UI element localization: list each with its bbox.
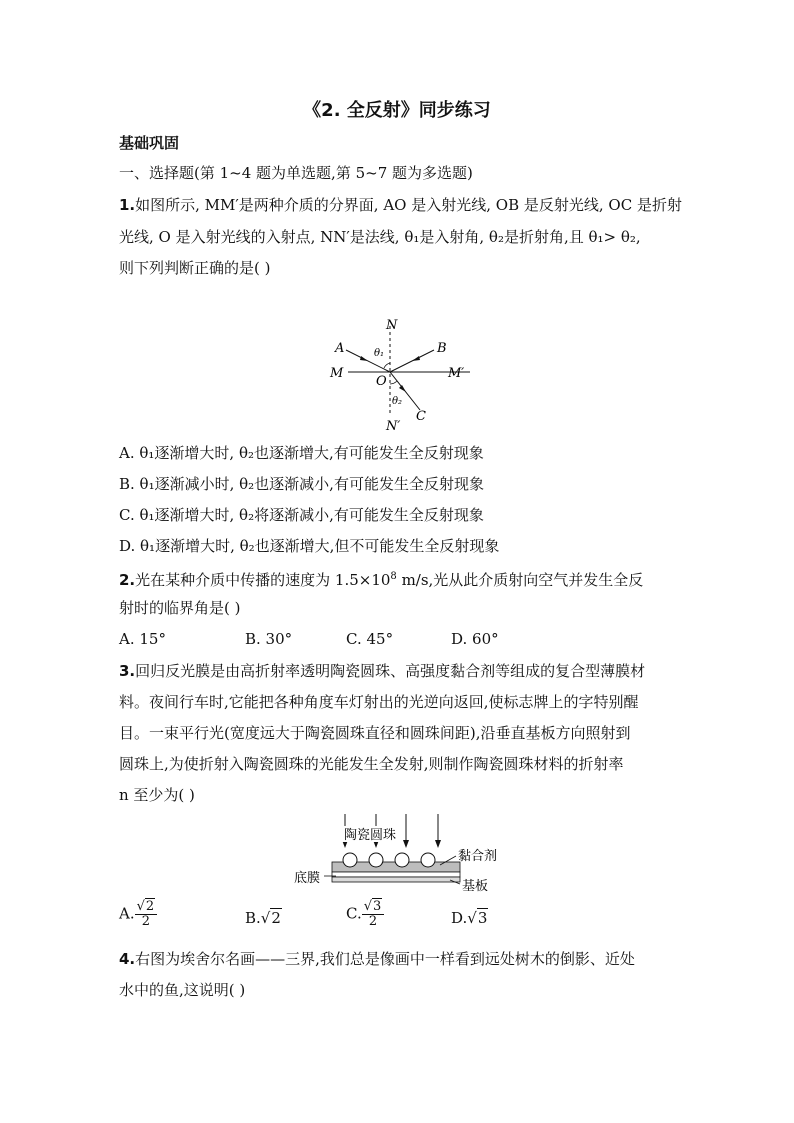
q1-text-line3: 则下列判断正确的是( )	[119, 259, 271, 277]
q1-line1	[119, 195, 682, 215]
q3-text-line5: n 至少为( )	[119, 786, 195, 804]
label-substrate: 基板	[462, 879, 489, 894]
theta2-arc	[390, 381, 397, 384]
q3-option-a-fraction: $\frac{√2}{2}$	[135, 900, 158, 929]
q4-text-line2: 水中的鱼,这说明( )	[119, 981, 246, 999]
label-C: C	[416, 409, 426, 424]
q3-option-d[interactable]	[451, 908, 488, 928]
refracted-arrow	[399, 385, 406, 392]
label-theta1: θ₁	[374, 348, 385, 359]
bottom-film	[332, 872, 460, 877]
q3-option-d-radical: √3	[467, 909, 488, 927]
q3-text-line4: 圆珠上,为使折射入陶瓷圆珠的光能发生全发射,则制作陶瓷圆珠材料的折射率	[119, 755, 624, 773]
q3-text-line3: 目。一束平行光(宽度远大于陶瓷圆珠直径和圆珠间距),沿垂直基板方向照射到	[119, 724, 631, 742]
q3-text-line2: 料。夜间行车时,它能把各种角度车灯射出的光逆向返回,使标志牌上的字特别醒	[119, 693, 639, 711]
q1-option-b[interactable]: B. θ₁逐渐减小时, θ₂也逐渐减小,有可能发生全反射现象	[119, 475, 484, 493]
q3-option-c-fraction: $\frac{√3}{2}$	[362, 900, 385, 929]
q1-option-a[interactable]: A. θ₁逐渐增大时, θ₂也逐渐增大,有可能发生全反射现象	[119, 444, 484, 462]
q3-option-b-letter: B.	[245, 909, 261, 927]
q4-number: 4.	[119, 950, 136, 968]
q1-text-line1: 如图所示, MM′是两种介质的分界面, AO 是入射光线, OB 是反射光线, OC 是折射	[135, 196, 682, 214]
theta1-arc	[384, 363, 390, 368]
q3-line1	[119, 661, 645, 681]
q2-number: 2.	[119, 571, 136, 589]
refraction-diagram	[320, 312, 480, 434]
q3-number: 3.	[119, 662, 136, 680]
label-M: M	[330, 366, 344, 381]
q1-option-d[interactable]: D. θ₁逐渐增大时, θ₂也逐渐增大,但不可能发生全反射现象	[119, 537, 500, 555]
part-heading: 一、选择题(第 1~4 题为单选题,第 5~7 题为多选题)	[119, 164, 473, 182]
q2-option-d[interactable]: D. 60°	[451, 630, 499, 648]
q3-option-a[interactable]	[119, 900, 157, 936]
label-bottom-film: 底膜	[294, 871, 321, 886]
q3-option-c-letter: C.	[346, 904, 362, 923]
page-title: 《2. 全反射》同步练习	[303, 100, 491, 121]
q3-option-d-letter: D.	[451, 909, 468, 927]
q2-option-b[interactable]: B. 30°	[245, 630, 293, 648]
label-N-prime: N′	[386, 419, 401, 434]
q2-option-a[interactable]: A. 15°	[119, 630, 166, 648]
label-M-prime: M′	[448, 366, 465, 381]
q1-number: 1.	[119, 196, 136, 214]
substrate	[332, 877, 460, 882]
q4-line1	[119, 949, 635, 969]
label-N: N	[386, 318, 398, 333]
q2-exponent: 8	[390, 571, 397, 582]
q2-text-a: 光在某种介质中传播的速度为 1.5×10	[135, 571, 391, 589]
label-B: B	[437, 341, 447, 356]
reflected-arrow	[412, 356, 420, 361]
q4-text-line1: 右图为埃舍尔名画——三界,我们总是像画中一样看到远处树木的倒影、近处	[135, 950, 635, 968]
q3-option-a-letter: A.	[119, 904, 135, 923]
q1-option-c[interactable]: C. θ₁逐渐增大时, θ₂将逐渐减小,有可能发生全反射现象	[119, 506, 484, 524]
q2-text-line2: 射时的临界角是( )	[119, 599, 241, 617]
label-A: A	[335, 341, 345, 356]
label-O: O	[376, 374, 387, 389]
q2-option-c[interactable]: C. 45°	[346, 630, 394, 648]
q2-text-b: m/s,光从此介质射向空气并发生全反	[396, 571, 644, 589]
section-heading: 基础巩固	[119, 134, 180, 152]
label-glue: 黏合剂	[458, 849, 498, 864]
label-ceramic-beads: 陶瓷圆珠	[344, 828, 397, 843]
incident-arrow	[360, 356, 368, 361]
q3-option-b-radical: √2	[260, 909, 281, 927]
label-theta2: θ₂	[392, 396, 403, 407]
q3-option-b[interactable]	[245, 908, 282, 928]
q3-text-line1: 回归反光膜是由高折射率透明陶瓷圆珠、高强度黏合剂等组成的复合型薄膜材	[135, 662, 646, 680]
q2-line1	[119, 567, 643, 590]
reflective-film-diagram	[290, 812, 520, 894]
q1-text-line2: 光线, O 是入射光线的入射点, NN′是法线, θ₁是入射角, θ₂是折射角,且 θ₁> θ₂,	[119, 228, 641, 246]
q3-option-c[interactable]	[346, 900, 384, 936]
